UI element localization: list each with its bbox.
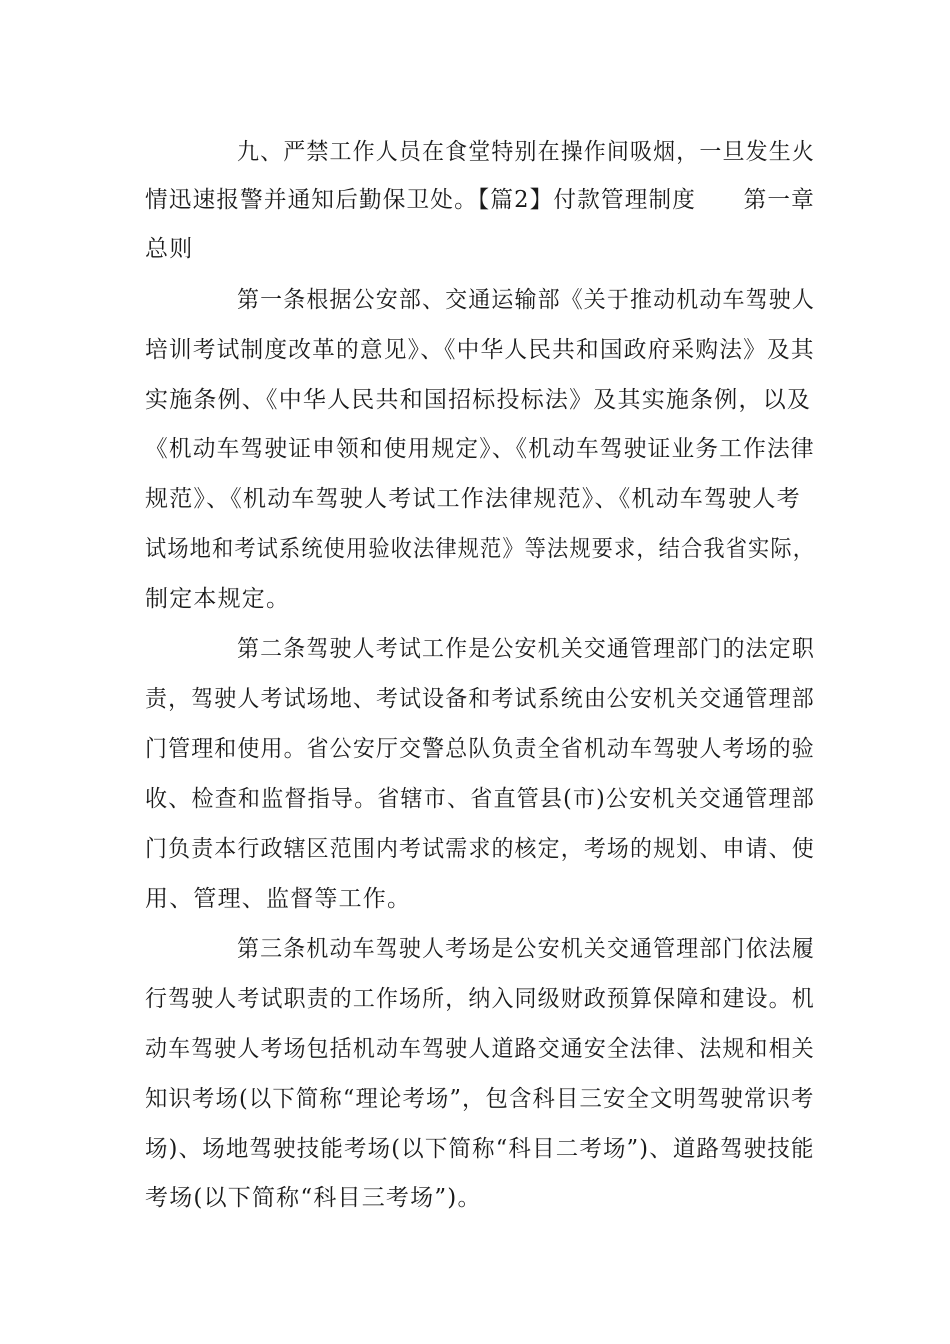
text-line: 总则 (145, 236, 194, 262)
text-line: 门负责本行政辖区范围内考试需求的核定，考场的规划、申请、使 (145, 836, 815, 862)
text-line: 责，驾驶人考试场地、考试设备和考试系统由公安机关交通管理部 (145, 686, 815, 712)
text-line: 第一条根据公安部、交通运输部《关于推动机动车驾驶人 (237, 287, 816, 313)
text-line: 情迅速报警并通知后勤保卫处。【篇2】付款管理制度 第一章 (145, 187, 815, 213)
text-line: 场)、场地驾驶技能考场(以下简称“科目二考场”)、道路驾驶技能 (145, 1136, 815, 1162)
text-line: 知识考场(以下简称“理论考场”，包含科目三安全文明驾驶常识考 (145, 1086, 815, 1112)
text-line: 制定本规定。 (145, 586, 291, 612)
text-line: 收、检查和监督指导。省辖市、省直管县(市)公安机关交通管理部 (145, 786, 815, 812)
text-line: 考场(以下简称“科目三考场”)。 (145, 1185, 482, 1211)
text-line: 用、管理、监督等工作。 (145, 886, 412, 912)
text-line: 规范》、《机动车驾驶人考试工作法律规范》、《机动车驾驶人考 (145, 486, 801, 512)
text-line: 试场地和考试系统使用验收法律规范》等法规要求，结合我省实际， (145, 536, 816, 562)
text-line: 实施条例、《中华人民共和国招标投标法》及其实施条例，以及 (145, 387, 812, 413)
text-line: 九、严禁工作人员在食堂特别在操作间吸烟，一旦发生火 (237, 139, 816, 165)
text-line: 门管理和使用。省公安厅交警总队负责全省机动车驾驶人考场的验 (145, 736, 815, 762)
text-line: 行驾驶人考试职责的工作场所，纳入同级财政预算保障和建设。机 (145, 986, 815, 1012)
text-line: 第二条驾驶人考试工作是公安机关交通管理部门的法定职 (237, 636, 816, 662)
text-line: 培训考试制度改革的意见》、《中华人民共和国政府采购法》及其 (145, 337, 815, 363)
text-line: 动车驾驶人考场包括机动车驾驶人道路交通安全法律、法规和相关 (145, 1036, 815, 1062)
text-line: 《机动车驾驶证申领和使用规定》、《机动车驾驶证业务工作法律 (145, 436, 815, 462)
text-line: 第三条机动车驾驶人考场是公安机关交通管理部门依法履 (237, 936, 816, 962)
